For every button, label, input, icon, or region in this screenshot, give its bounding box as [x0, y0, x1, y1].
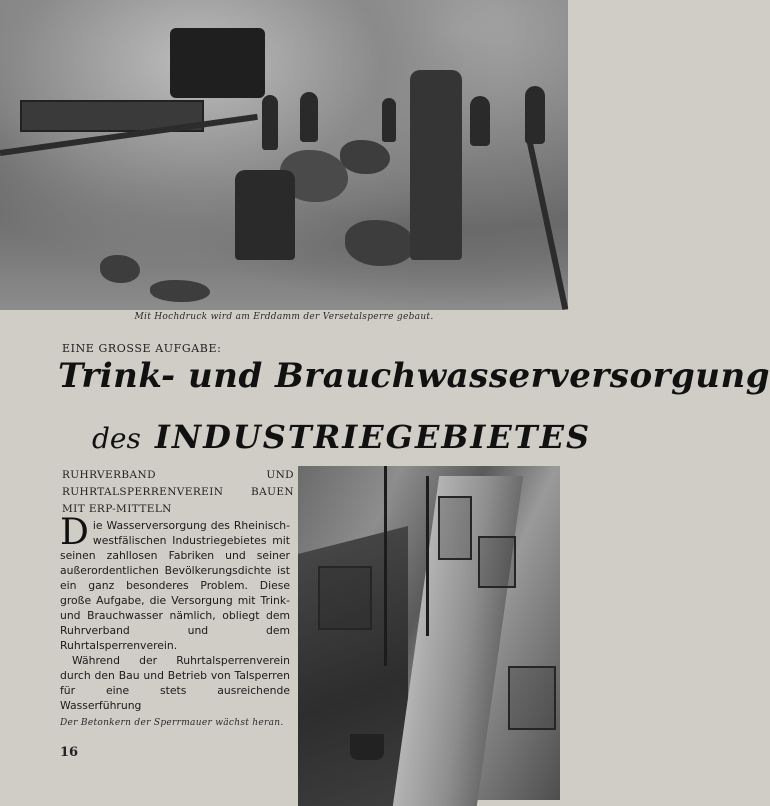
- worker-figure: [525, 86, 545, 144]
- scaffold-shape: [438, 496, 472, 560]
- worker-figure: [262, 95, 278, 150]
- scaffold-shape: [508, 666, 556, 730]
- scaffold-shape: [318, 566, 372, 630]
- concrete-bucket-shape: [350, 734, 384, 760]
- worker-figure: [300, 92, 318, 142]
- worker-figure: [470, 96, 490, 146]
- headline-prefix: des: [92, 422, 141, 455]
- paragraph-1: [60, 512, 290, 653]
- crane-mast: [384, 466, 387, 666]
- worker-figure: [235, 170, 295, 260]
- rail-track: [527, 142, 568, 310]
- dropcap: D: [60, 512, 89, 553]
- article-kicker: EINE GROSSE AUFGABE:: [62, 342, 222, 355]
- article-subhead: RUHRVERBAND UND RUHRTALSPERRENVEREIN BAUEN MIT ERP-MITTELN: [62, 469, 294, 515]
- rock-shape: [340, 140, 390, 174]
- construction-photo-top: [0, 0, 568, 310]
- rock-shape: [345, 220, 415, 266]
- headline-line1: Trink- und Brauchwasserversorgung: [58, 356, 770, 396]
- dam-construction-photo: [298, 466, 560, 800]
- article-body: [60, 512, 290, 713]
- locomotive-shape: [170, 28, 265, 98]
- worker-figure: [410, 70, 462, 260]
- crane-mast: [426, 476, 429, 636]
- rock-shape: [150, 280, 210, 302]
- headline-main: INDUSTRIEGEBIETES: [154, 418, 592, 456]
- top-photo-caption: Mit Hochdruck wird am Erddamm der Versetalsperre gebaut.: [134, 312, 434, 322]
- rock-shape: [100, 255, 140, 283]
- headline-line2: [92, 418, 591, 456]
- page-number: 16: [60, 745, 79, 760]
- paragraph-1-text: ie Wasserversorgung des Rheinisch-westfälischen Industriegebietes mit seinen zahllosen Fabriken und seiner außerordentlichen Bevölkerungsdichte ist ein ganz besonderes Problem. Diese große Aufgabe, die Versorgung mit Trink- und Brauchwasser nämlich, obliegt dem Ruhrverband und dem Ruhrtalsperrenverein.: [60, 519, 290, 652]
- worker-figure: [382, 98, 396, 142]
- right-photo-caption: Der Betonkern der Sperrmauer wächst heran.: [60, 718, 284, 728]
- scaffold-shape: [478, 536, 516, 588]
- paragraph-2: Während der Ruhrtalsperrenverein durch den Bau und Betrieb von Talsperren für eine stets ausreichende Wasserführung: [60, 654, 290, 712]
